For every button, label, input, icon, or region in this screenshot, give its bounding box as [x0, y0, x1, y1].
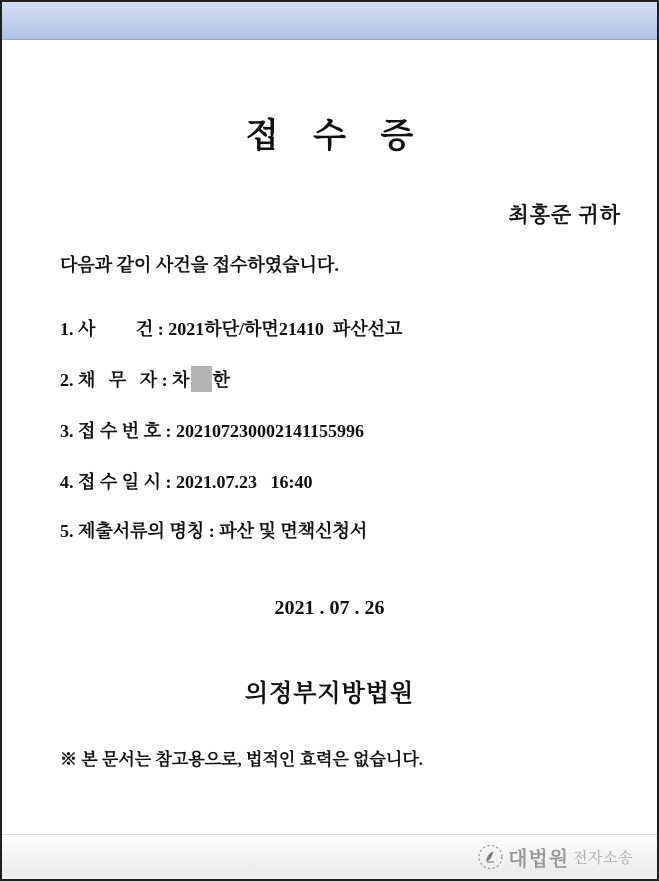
recipient-line: 최홍준 귀하	[508, 203, 621, 227]
item-receipt-datetime: 4. 접 수 일 시 : 2021.07.23 16:40	[60, 472, 313, 492]
ecourt-logo	[477, 843, 633, 872]
footer-bar	[2, 834, 657, 879]
disclaimer-notice: ※ 본 문서는 참고용으로, 법적인 효력은 없습니다.	[60, 750, 424, 769]
intro-line: 다음과 같이 사건을 접수하였습니다.	[60, 255, 339, 275]
supreme-court-seal-icon	[477, 844, 504, 871]
document-title: 접 수 증	[245, 118, 427, 155]
brand-text: 대법원	[508, 848, 570, 871]
redaction-box	[191, 366, 212, 392]
brand-suffix-text: 전자소송	[573, 849, 633, 867]
issue-date: 2021 . 07 . 26	[274, 597, 385, 619]
item-debtor	[60, 366, 230, 392]
viewer-header-bar	[2, 2, 657, 40]
item-debtor-suffix: 한	[212, 370, 230, 390]
court-name: 의정부지방법원	[244, 681, 415, 707]
item-submitted-document-name: 5. 제출서류의 명칭 : 파산 및 면책신청서	[60, 521, 368, 541]
item-case-number: 1. 사 건 : 2021하단/하면21410 파산선고	[60, 319, 403, 339]
item-debtor-prefix: 2. 채 무 자 : 차	[60, 370, 190, 390]
item-receipt-number: 3. 접 수 번 호 : 202107230002141155996	[60, 421, 365, 441]
